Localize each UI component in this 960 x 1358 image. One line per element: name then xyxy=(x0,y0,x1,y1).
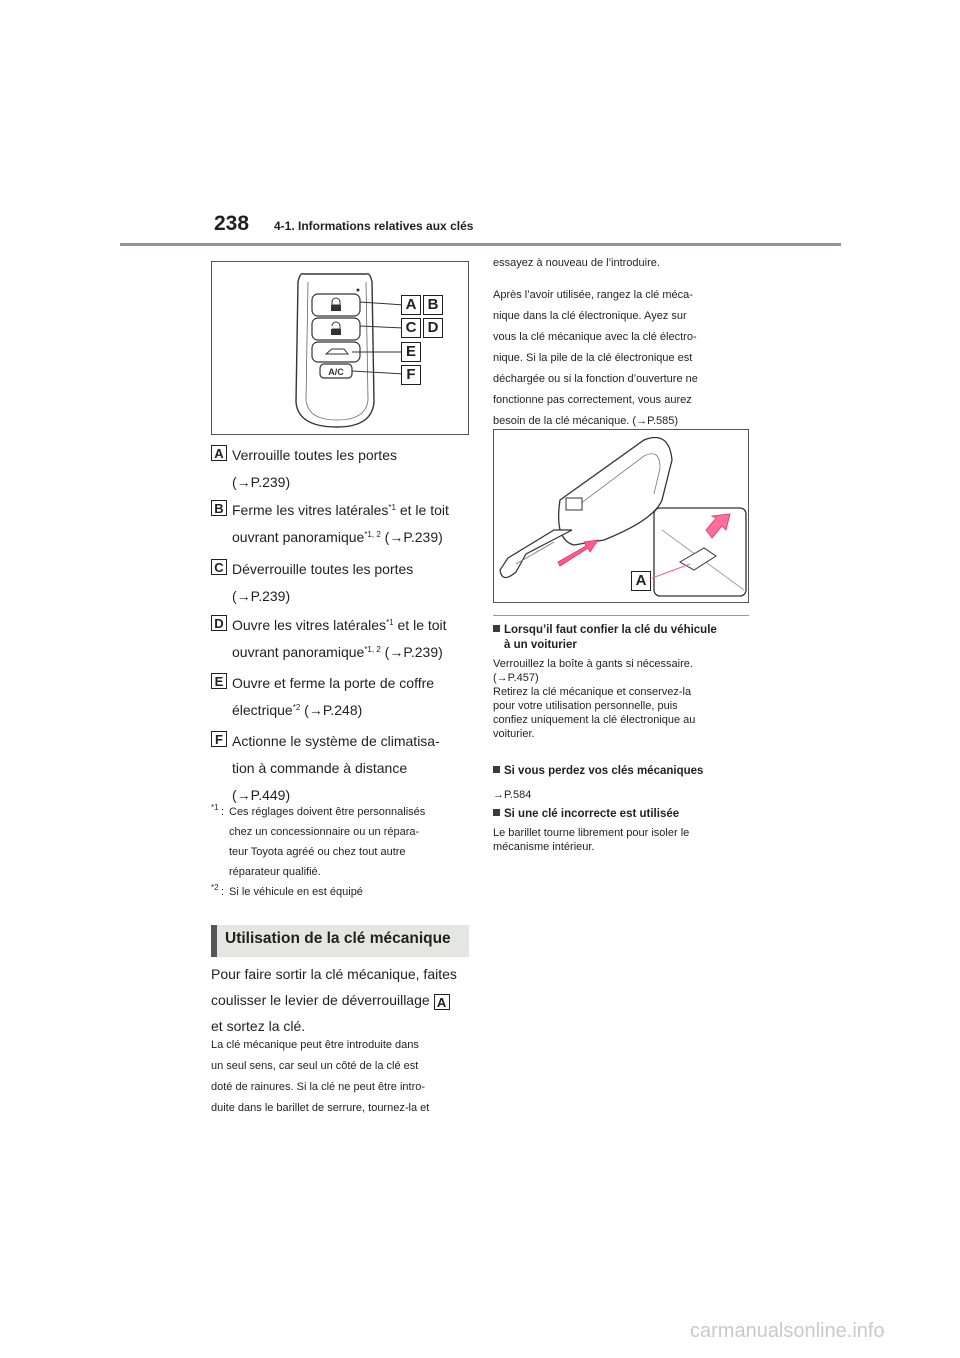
heading-text: Utilisation de la clé mécanique xyxy=(225,930,451,947)
key-fob-figure xyxy=(211,261,469,435)
item-label-f: F xyxy=(211,731,227,747)
ac-button-text: A/C xyxy=(328,367,344,377)
header-rule xyxy=(120,243,841,246)
item-label-e: E xyxy=(211,673,227,689)
watermark: carmanualsonline.info xyxy=(690,1320,885,1342)
callout-c: C xyxy=(401,318,421,338)
mechanical-key-figure xyxy=(493,429,749,603)
mechanical-key-illustration xyxy=(494,430,748,602)
callout-f: F xyxy=(401,365,421,385)
bullet-square-icon xyxy=(493,766,500,773)
right-continuation: essayez à nouveau de l’introduire. Après l’avoir utilisée, rangez la clé méca- nique dans la clé électronique. Ayez sur vous la clé mécanique avec la clé électro- nique. Si la pile de la clé électronique est déchargée ou si la fonction d’ouverture ne fonctionne pas correctement, vous aurez besoin de la clé mécanique. (→P.585) xyxy=(493,257,698,427)
item-f-text: Actionne le système de climatisa- tion à commande à distance (→P.449) xyxy=(232,733,440,803)
mechanical-key-intro: Pour faire sortir la clé mécanique, faites coulisser le levier de déverrouillage A et sortez la clé. xyxy=(211,966,457,1034)
figure-divider xyxy=(493,615,749,616)
mechanical-key-body: La clé mécanique peut être introduite dans un seul sens, car seul un côté de la clé est doté de rainures. Si la clé ne peut être intro- duite dans le barillet de serrure, tournez-la et xyxy=(211,1039,430,1114)
item-c-text: Déverrouille toutes les portes (→P.239) xyxy=(232,561,414,604)
item-label-d: D xyxy=(211,615,227,631)
item-a-text: Verrouille toutes les portes (→P.239) xyxy=(232,447,397,490)
figure-label-a: A xyxy=(631,571,651,591)
item-label-b: B xyxy=(211,500,227,516)
bullet-square-icon xyxy=(493,809,500,816)
item-label-a: A xyxy=(211,445,227,461)
lost-key-block: Si vous perdez vos clés mécaniques →P.584 xyxy=(493,765,704,801)
item-label-c: C xyxy=(211,559,227,575)
bullet-square-icon xyxy=(493,625,500,632)
section-title: 4-1. Informations relatives aux clés xyxy=(274,219,474,233)
wrong-key-block: Si une clé incorrecte est utilisée Le barillet tourne librement pour isoler le mécanisme intérieur. xyxy=(493,808,690,853)
callout-a: A xyxy=(401,295,421,315)
callout-b: B xyxy=(423,295,443,315)
mechanical-key-heading xyxy=(211,925,469,957)
item-b-text: Ferme les vitres latérales$^{*1}$ et le toit ouvrant panoramique$^{*1, 2}$ (→P.239) xyxy=(232,502,449,545)
intro-label-a: A xyxy=(434,994,450,1010)
item-d-text: Ouvre les vitres latérales$^{*1}$ et le toit ouvrant panoramique$^{*1, 2}$ (→P.239) xyxy=(232,617,447,660)
key-fob-illustration xyxy=(212,262,468,434)
valet-block: Lorsqu’il faut confier la clé du véhicule à un voiturier Verrouillez la boîte à gants si nécessaire. (→P.457) Retirez la clé mécanique et conservez-la pour votre utilisation personnelle, puis confiez uniquement la clé électronique au voiturier. xyxy=(493,624,717,740)
item-e-text: Ouvre et ferme la porte de coffre électrique$^{*2}$ (→P.248) xyxy=(232,675,435,718)
heading-accent xyxy=(211,925,217,957)
callout-d: D xyxy=(423,318,443,338)
page-number: 238 xyxy=(214,212,250,235)
callout-e: E xyxy=(401,342,421,362)
